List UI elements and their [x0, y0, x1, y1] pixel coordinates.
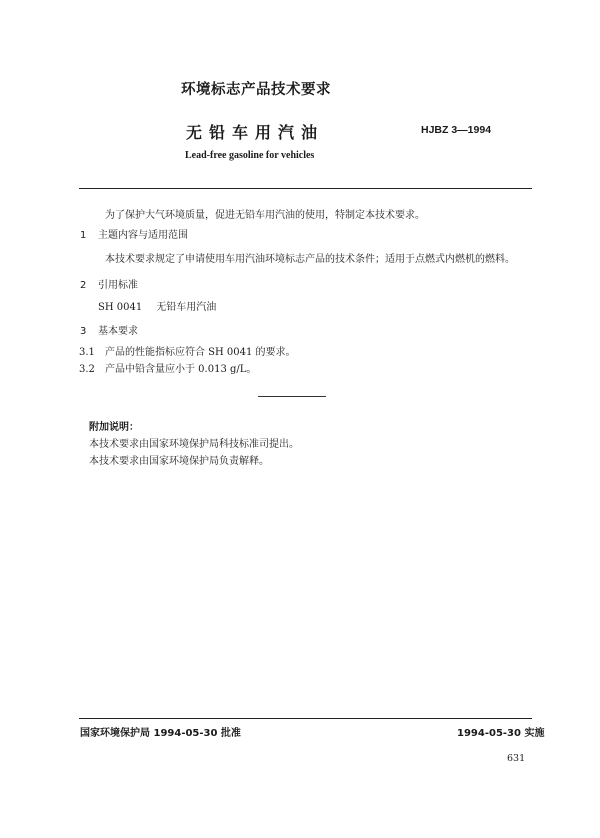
implementation-date: 1994-05-30 实施	[457, 728, 545, 739]
note-line: 本技术要求由国家环境保护局科技标准司提出。	[89, 439, 299, 450]
section-2-reference	[98, 298, 216, 313]
requirement-item	[79, 360, 256, 375]
notes-heading: 附加说明：	[89, 422, 139, 433]
header-rule	[79, 188, 532, 189]
page-number: 631	[507, 753, 526, 764]
requirement-item	[79, 343, 296, 358]
approval-info: 国家环境保护局 1994-05-30 批准	[80, 728, 241, 739]
section-title: 主题内容与适用范围	[98, 230, 188, 241]
english-title: Lead-free gasoline for vehicles	[185, 150, 315, 161]
section-number: 2	[80, 280, 87, 291]
section-3-heading	[80, 322, 138, 337]
document-title: 无铅车用汽油	[186, 123, 325, 142]
note-line: 本技术要求由国家环境保护局负责解释。	[89, 456, 269, 467]
section-2-heading	[80, 276, 138, 291]
section-number: 3	[80, 326, 87, 337]
standard-code: HJBZ 3—1994	[421, 124, 492, 136]
intro-paragraph: 为了保护大气环境质量，促进无铅车用汽油的使用，特制定本技术要求。	[105, 210, 425, 221]
section-title: 引用标准	[98, 280, 138, 291]
item-number: 3.2	[79, 364, 95, 375]
footer-rule	[79, 718, 532, 719]
section-1-body: 本技术要求规定了申请使用车用汽油环境标志产品的技术条件；适用于点燃式内燃机的燃料。	[105, 254, 515, 265]
item-number: 3.1	[79, 347, 95, 358]
section-1-heading	[80, 226, 188, 241]
reference-name: 无铅车用汽油	[156, 302, 217, 313]
reference-code: SH 0041	[98, 302, 143, 313]
item-text: 产品中铅含量应小于 0.013 g/L。	[105, 364, 257, 375]
series-title: 环境标志产品技术要求	[181, 82, 331, 98]
section-number: 1	[80, 230, 87, 241]
section-title: 基本要求	[98, 326, 138, 337]
end-divider	[258, 396, 326, 397]
item-text: 产品的性能指标应符合 SH 0041 的要求。	[105, 347, 296, 358]
